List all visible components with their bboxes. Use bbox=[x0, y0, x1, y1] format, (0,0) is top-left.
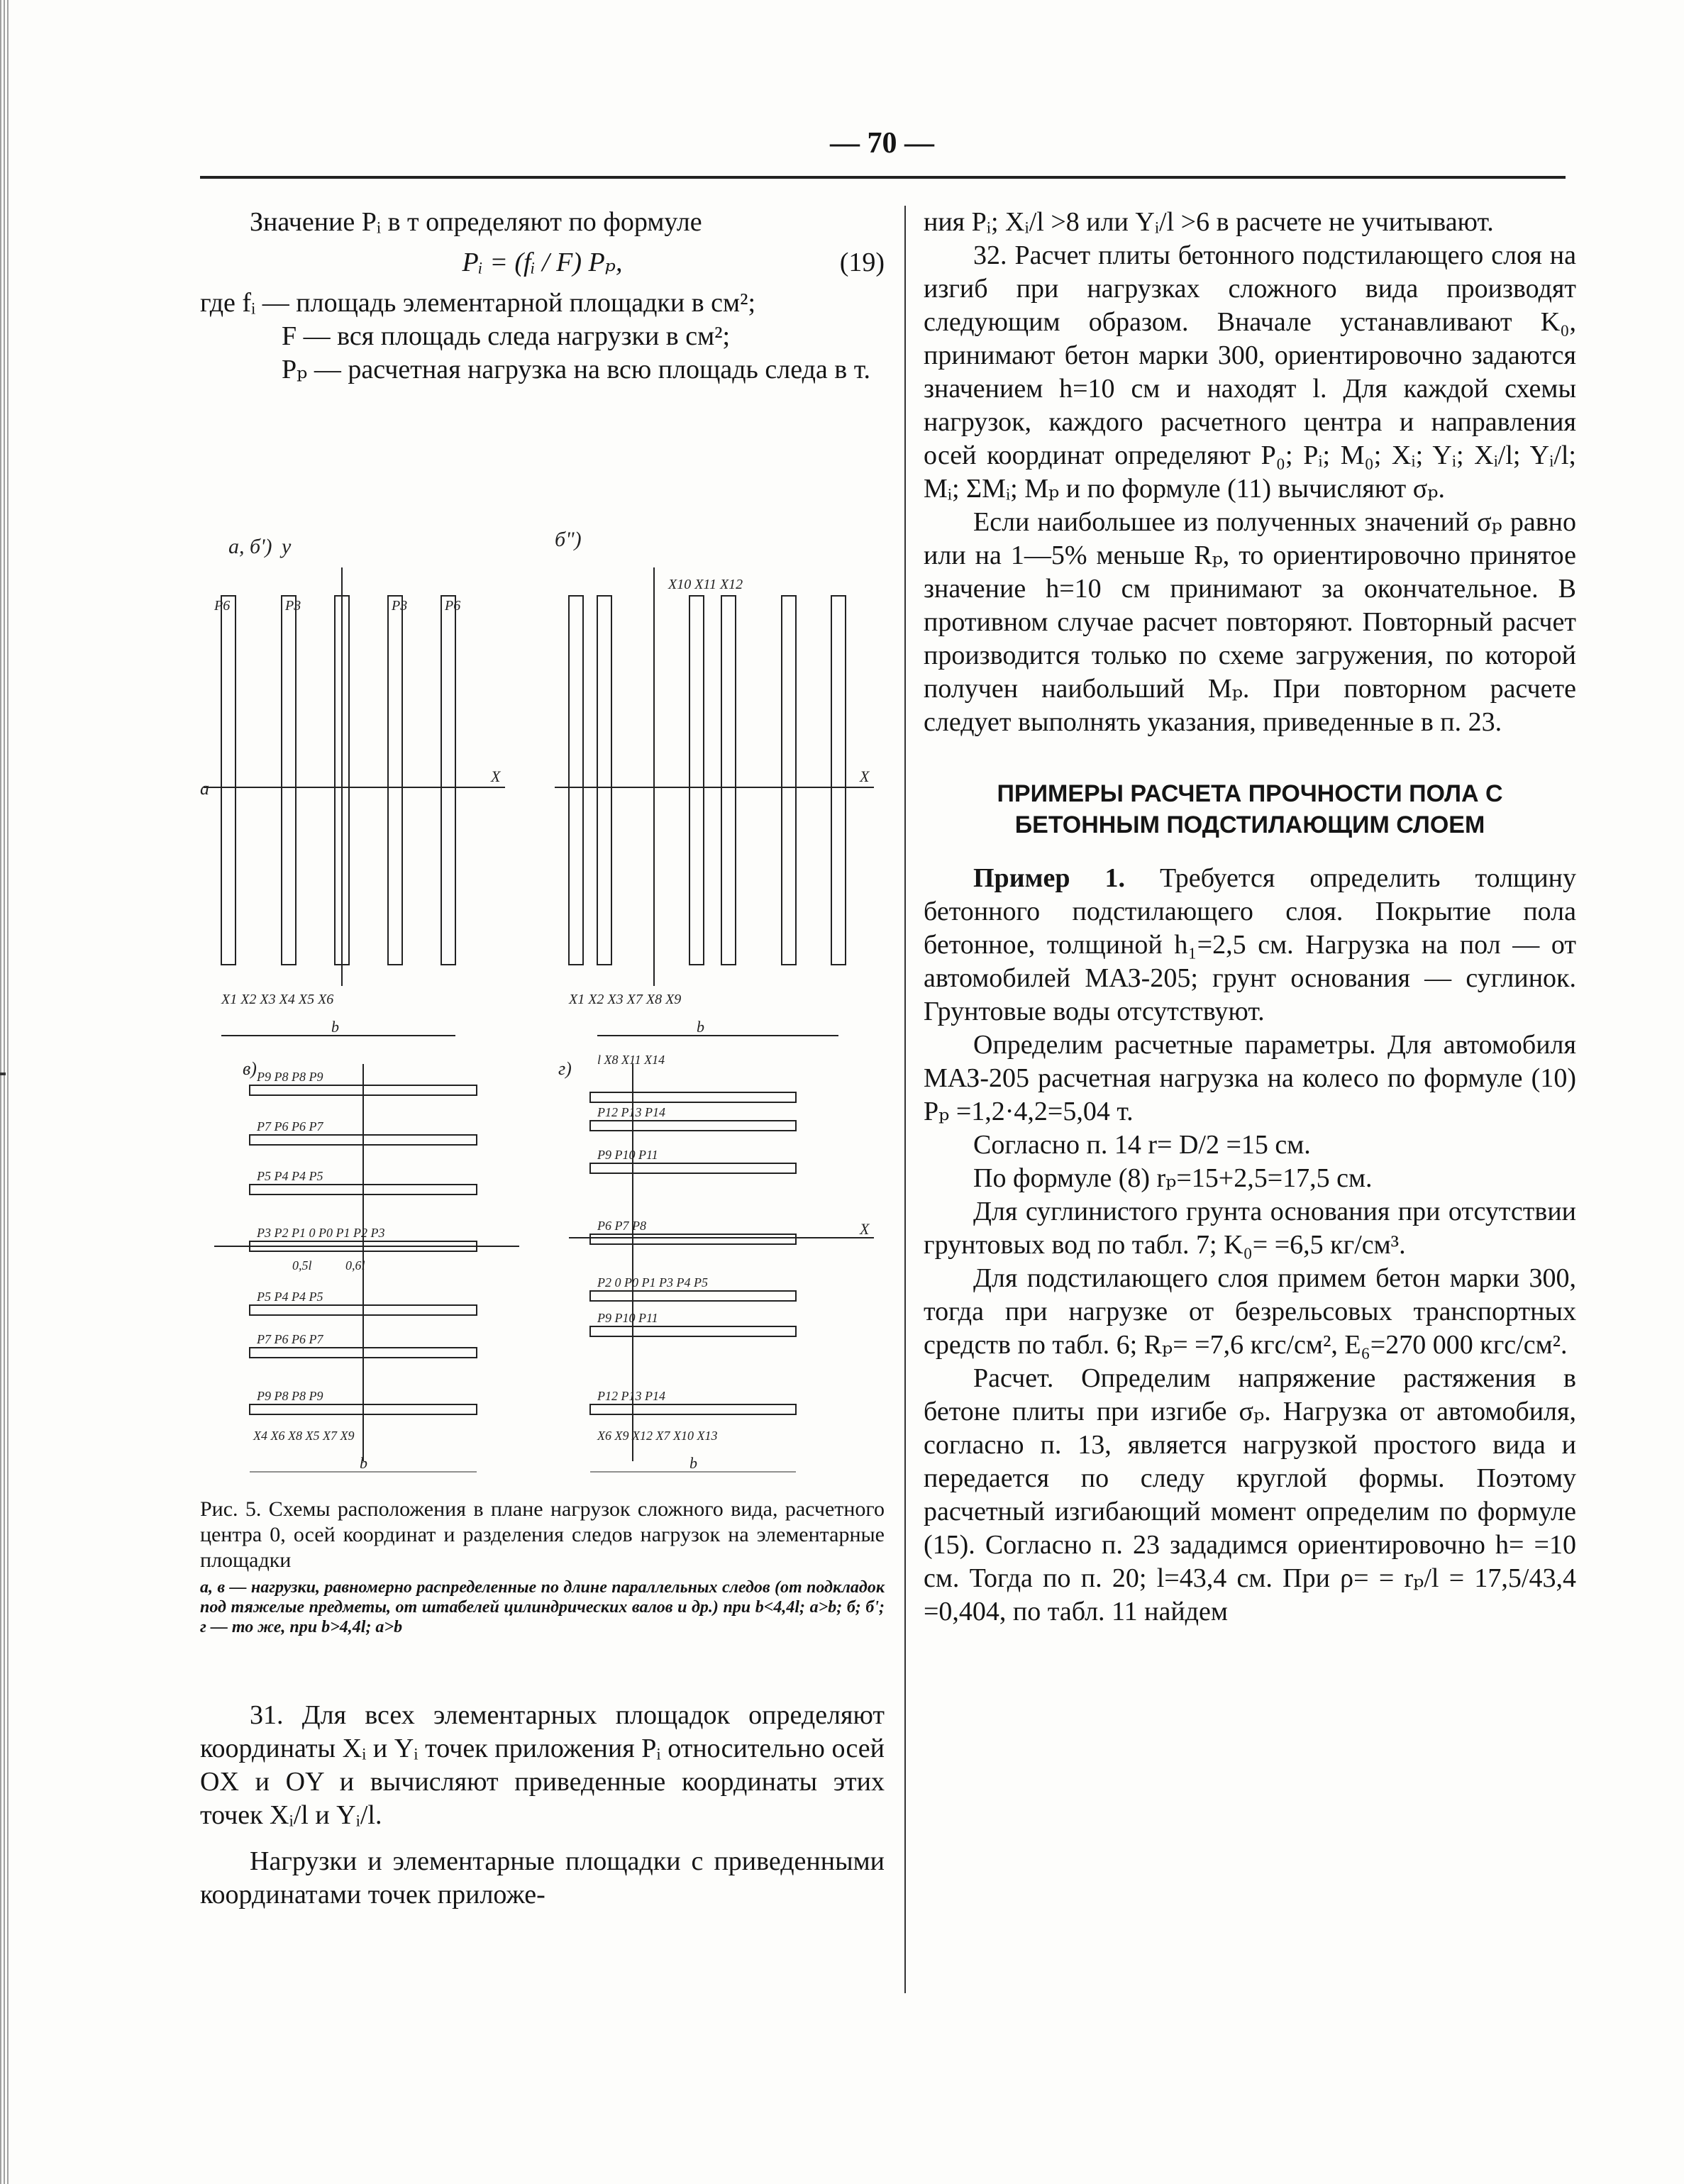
row-v-5: P5 P4 P4 P5 bbox=[257, 1290, 323, 1304]
bottom-dims-g: X6 X9 X12 X7 X10 X13 bbox=[597, 1429, 718, 1443]
bottom-dims-b: X1 X2 X3 X7 X8 X9 bbox=[569, 992, 682, 1007]
column-separator bbox=[904, 206, 906, 1993]
right-p1: ния Pᵢ; Xᵢ/l >8 или Yᵢ/l >6 в расчете не учитывают. bbox=[924, 207, 1494, 237]
paragraph-max: Если наибольшее из полученных значений σₚ равно или на 1—5% меньше Rₚ, то ориентировочно принятое значение h=10 см принимают за окончательное. В противном случае расчет повторяют. Повторный расчет производится только по схеме загружения, по которой получен наибольший Mₚ. При повторном расчете следует выполнять указания, приведенные в п. 23. bbox=[924, 507, 1576, 737]
scan-mark bbox=[0, 1072, 6, 1075]
strip-label-a2: P3 bbox=[285, 598, 301, 614]
axis-label-x-b: X bbox=[860, 767, 870, 785]
paragraph-k0: Для суглинистого грунта основания при отсутствии грунтовых вод по табл. 7; K₀= =6,5 кг/см³. bbox=[924, 1197, 1576, 1260]
formula-intro: Значение Pᵢ в т определяют по формуле bbox=[250, 207, 702, 237]
paragraph-concrete: Для подстилающего слоя примем бетон марки 300, тогда при нагрузке от безрельсовых транспортных средств по табл. 6; Rₚ= =7,6 кгс/см², E₆=270 000 кгс/см². bbox=[924, 1263, 1576, 1360]
dim-small-1: 0,5l bbox=[292, 1258, 312, 1273]
row-v-1: P9 P8 P8 P9 bbox=[257, 1070, 323, 1084]
strip-label-a1: P6 bbox=[214, 598, 231, 614]
example-text: Требуется определить толщину бетонного подстилающего слоя. Покрытие пола бетонное, толщиной h₁=2,5 см. Нагрузка на пол — от автомобилей МАЗ-205; грунт основания — суглинок. Грунтовые воды отсутствуют. bbox=[924, 863, 1576, 1026]
panel-label-g: г) bbox=[558, 1058, 572, 1079]
bottom-dims-v: X4 X6 X8 X5 X7 X9 bbox=[253, 1429, 355, 1443]
right-column bbox=[924, 206, 1576, 1629]
dim-b-b: b bbox=[697, 1018, 704, 1036]
panel-a-strips bbox=[204, 567, 505, 986]
formula-19-body: Pᵢ = (fᵢ / F) Pₚ, bbox=[462, 248, 623, 277]
strip-label-a4: P6 bbox=[445, 598, 461, 614]
scan-edge-artifact bbox=[0, 0, 10, 2184]
formula-19 bbox=[200, 246, 885, 279]
caption-legend: а, в — нагрузки, равномерно распределенные по длине параллельных следов (от подкладок под тяжелые предметы, от штабелей цилиндрических валов и др.) при b<4,4l; a>b; б; б'; г — то же, при b>4,4l; a>b bbox=[200, 1578, 885, 1636]
strip-label-a3: P3 bbox=[392, 598, 408, 614]
row-g-7: P9 P10 P11 bbox=[597, 1311, 658, 1325]
section-heading: ПРИМЕРЫ РАСЧЕТА ПРОЧНОСТИ ПОЛА С БЕТОННЫМ ПОДСТИЛАЮЩИМ СЛОЕМ bbox=[997, 780, 1503, 838]
caption-main: Рис. 5. Схемы расположения в плане нагрузок сложного вида, расчетного центра 0, осей координат и разделения следов нагрузок на элементарные площадки bbox=[200, 1497, 885, 1572]
panel-label-b2: б") bbox=[555, 528, 582, 551]
lower-left bbox=[200, 1699, 885, 1912]
row-g-4: P6 P7 P8 bbox=[597, 1219, 646, 1233]
top-dims-g: l X8 X11 X14 bbox=[597, 1053, 665, 1067]
page-number: — 70 — bbox=[830, 127, 934, 160]
row-v-2: P7 P6 P6 P7 bbox=[257, 1119, 323, 1133]
left-column bbox=[200, 206, 885, 387]
row-v-7: P9 P8 P8 P9 bbox=[257, 1389, 323, 1403]
definition-F: F — вся площадь следа нагрузки в см²; bbox=[282, 321, 731, 351]
dim-small-2: 0,6l bbox=[345, 1258, 365, 1273]
row-g-5: P2 0 P0 P1 P3 P4 P5 bbox=[597, 1275, 708, 1290]
formula-19-number: (19) bbox=[839, 248, 885, 277]
row-v-4: P3 P2 P1 0 P0 P1 P2 P3 bbox=[257, 1226, 385, 1240]
axis-label-x-a: X bbox=[491, 767, 501, 785]
panel-label-v: в) bbox=[243, 1058, 257, 1079]
paragraph-params: Определим расчетные параметры. Для автомобиля МАЗ-205 расчетная нагрузка на колесо по формуле (10) Pₚ =1,2·4,2=5,04 т. bbox=[924, 1030, 1576, 1126]
row-v-3: P5 P4 P4 P5 bbox=[257, 1169, 323, 1183]
dim-b-a: b bbox=[331, 1018, 339, 1036]
definition-Pp: Pₚ — расчетная нагрузка на всю площадь следа в т. bbox=[282, 355, 870, 384]
panel-b2-strips bbox=[555, 567, 874, 986]
row-g-1: P12 P13 P14 bbox=[597, 1105, 665, 1119]
example-label: Пример 1. bbox=[973, 863, 1125, 893]
figure-caption bbox=[200, 1497, 885, 1637]
bottom-dims-a: X1 X2 X3 X4 X5 X6 bbox=[221, 992, 334, 1007]
header-rule bbox=[200, 176, 1566, 179]
definition-fi: где fᵢ — площадь элементарной площадки в см²; bbox=[200, 288, 756, 318]
paragraph-rp: По формуле (8) rₚ=15+2,5=17,5 см. bbox=[973, 1163, 1373, 1193]
top-dims-b: X10 X11 X12 bbox=[668, 577, 743, 592]
row-v-6: P7 P6 P6 P7 bbox=[257, 1332, 323, 1346]
dim-b-v: b bbox=[360, 1454, 367, 1472]
paragraph-32: 32. Расчет плиты бетонного подстилающего слоя на изгиб при нагрузках сложного вида производят следующим образом. Вначале устанавливают K₀, принимают бетон марки 300, ориентировочно задаются значением h=10 см и находят l. Для каждой схемы нагрузок, каждого расчетного центра и направления осей координат определяют P₀; Pᵢ; M₀; Xᵢ; Yᵢ; Xᵢ/l; Yᵢ/l; Mᵢ; ΣMᵢ; Mₚ и по формуле (11) вычисляют σₚ. bbox=[924, 240, 1576, 504]
row-g-8: P12 P13 P14 bbox=[597, 1389, 665, 1403]
definitions bbox=[200, 287, 885, 387]
axis-label-y-a: y bbox=[282, 535, 292, 558]
dim-a-left: a bbox=[200, 778, 209, 799]
example-1 bbox=[924, 862, 1576, 1029]
paragraph-31: 31. Для всех элементарных площадок определяют координаты Xᵢ и Yᵢ точек приложения Pᵢ относительно осей OX и OY и вычисляют приведенные координаты этих точек Xᵢ/l и Yᵢ/l. bbox=[200, 1700, 885, 1830]
dim-b-g: b bbox=[689, 1454, 697, 1472]
paragraph-calc: Расчет. Определим напряжение растяжения в бетоне плиты при изгибе σₚ. Нагрузка от автомобиля, согласно п. 13, является нагрузкой простого вида и передается по следу круглой формы. Поэтому расчетный изгибающий момент определим по формуле (15). Согласно п. 23 зададимся ориентировочно h= =10 см. Тогда по п. 20; l=43,4 см. При ρ= = rₚ/l = 17,5/43,4 =0,404, по табл. 11 найдем bbox=[924, 1363, 1576, 1626]
panel-label-a: а, б') bbox=[228, 535, 272, 558]
figure-5-diagram bbox=[200, 525, 885, 1490]
figure-5 bbox=[200, 525, 885, 1490]
axis-label-x-g: X bbox=[860, 1220, 870, 1238]
paragraph-loads: Нагрузки и элементарные площадки с приведенными координатами точек приложе- bbox=[200, 1846, 885, 1909]
paragraph-r: Согласно п. 14 r= D/2 =15 см. bbox=[973, 1130, 1311, 1160]
row-g-3: P9 P10 P11 bbox=[597, 1148, 658, 1162]
